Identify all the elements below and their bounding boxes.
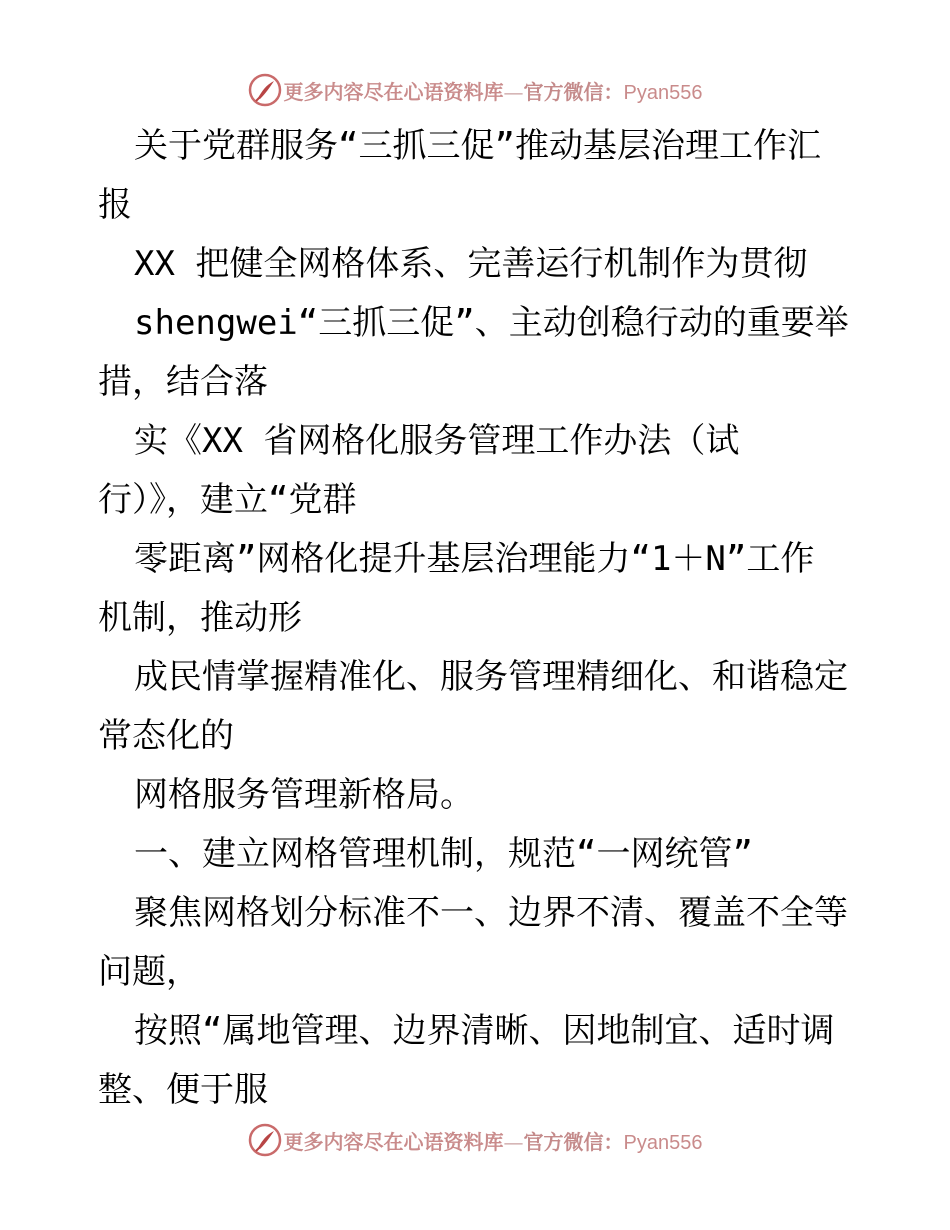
watermark-wechat-id: Pyan556 [623,1131,703,1154]
watermark-official-label: 官方微信： [523,1129,624,1154]
title-line-2: 报 [98,185,132,225]
watermark-wechat-id: Pyan556 [623,81,703,104]
section-heading-1: 一、建立网格管理机制，规范“一网统管” [134,834,753,874]
text-line: 整、便于服 [98,1070,268,1110]
text-line: 行）》，建立“党群 [98,480,357,520]
watermark-dash: — [503,79,524,104]
watermark-dash: — [503,1129,524,1154]
text-line: shengwei“三抓三促”、主动创稳行动的重要举 [134,303,849,343]
text-line: 成民情掌握精准化、服务管理精细化、和谐稳定 [134,657,848,697]
watermark-header [0,70,950,110]
title-line-1: 关于党群服务“三抓三促”推动基层治理工作汇 [134,126,821,166]
text-line: 机制，推动形 [98,598,302,638]
text-line: 常态化的 [98,716,234,756]
watermark-footer [0,1120,950,1160]
text-line: XX 把健全网格体系、完善运行机制作为贯彻 [134,244,808,284]
text-line: 实《XX 省网格化服务管理工作办法（试 [134,421,740,461]
feather-logo-icon [248,73,282,107]
watermark-official-label: 官方微信： [523,79,624,104]
text-line: 聚焦网格划分标准不一、边界不清、覆盖不全等 [134,893,848,933]
watermark-text: 更多内容尽在心语资料库 [283,1129,504,1154]
text-line: 措，结合落 [98,362,268,402]
watermark-text: 更多内容尽在心语资料库 [283,79,504,104]
text-line: 按照“属地管理、边界清晰、因地制宜、适时调 [134,1011,835,1051]
text-line: 网格服务管理新格局。 [134,775,474,815]
text-line: 问题， [98,952,200,992]
feather-logo-icon [248,1123,282,1157]
text-line: 零距离”网格化提升基层治理能力“1＋N”工作 [134,539,815,579]
